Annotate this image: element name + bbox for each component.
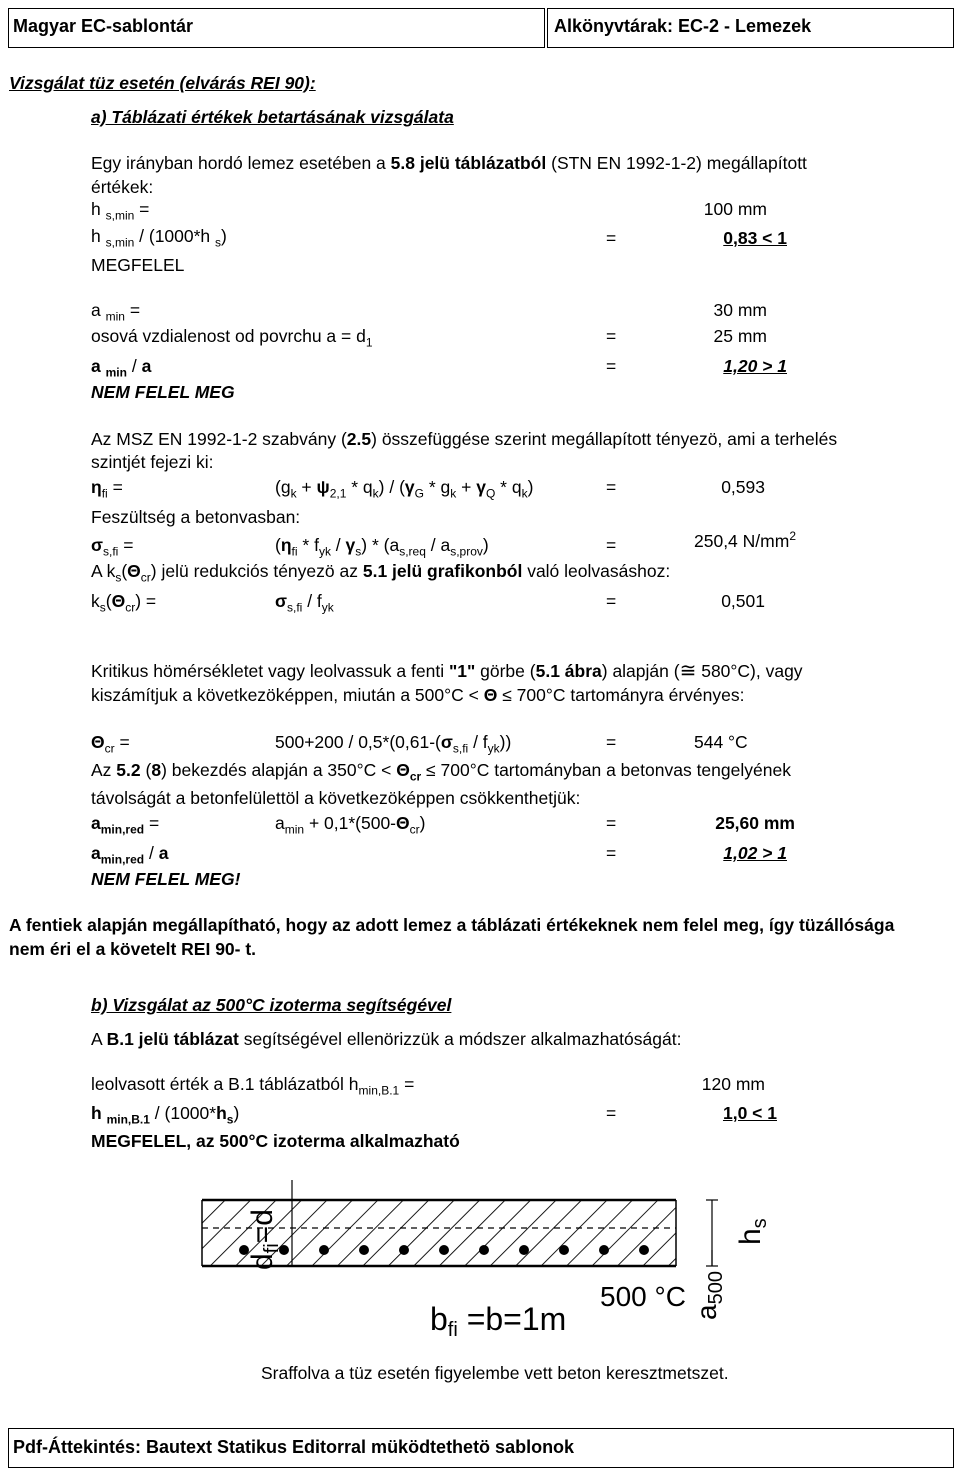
sigma-eq: = xyxy=(606,535,617,555)
megfelel-2: MEGFELEL, az 500°C izoterma alkalmazható xyxy=(91,1131,460,1151)
amin-red-ratio-value: 1,02 > 1 xyxy=(723,843,787,863)
eta-label: $\eta_{fi}$ = xyxy=(91,477,123,501)
msz-line-2: szintjét fejezi ki: xyxy=(91,452,214,472)
subsection-a-title: a) Táblázati értékek betartásának vizsgálata xyxy=(91,107,454,127)
osova-label: osová vzdialenost od povrchu $a = d_1$ xyxy=(91,326,373,350)
slab-cross-section-figure xyxy=(0,1170,960,1380)
theta-label: $\Theta_{cr}$ = xyxy=(91,732,130,756)
ks-value: 0,501 xyxy=(721,591,765,611)
leolv-value: 120 mm xyxy=(701,1074,765,1094)
subsection-b-title: b) Vizsgálat az 500°C izoterma segítségével xyxy=(91,995,452,1015)
amin-red-label: $a_{min,red}$ = xyxy=(91,813,160,837)
msz-line-1: Az MSZ EN 1992-1-2 szabvány (2.5) összefüggése szerint megállapított tényezö, ami a terhelés xyxy=(91,429,838,449)
hs-min-value: 100 mm xyxy=(703,199,767,219)
amin-red-ratio-eq: = xyxy=(606,843,617,863)
hs-ratio-eq: = xyxy=(606,228,617,248)
sigma-formula: $(\eta_{fi} * f_{yk} / \gamma_s) * (a_{s,req} / a_{s,prov})$ xyxy=(275,535,489,559)
hmin-ratio-value: 1,0 < 1 xyxy=(722,1103,777,1123)
amin-red-eq: = xyxy=(606,813,617,833)
figure-caption: Sraffolva a tüz esetén figyelembe vett beton keresztmetszet. xyxy=(261,1363,729,1383)
hs-fig-label: $h_s$ xyxy=(734,1218,771,1245)
amin-ratio-label: a $_{min}$ / a xyxy=(91,356,152,380)
footer-text: Pdf-Áttekintés: Bautext Statikus Editorral müködtethetö sablonok xyxy=(13,1437,575,1457)
intro-line-2: értékek: xyxy=(91,177,154,197)
hs-min-label: h $_{s,min}$ = xyxy=(91,199,150,223)
feszultseg-label: Feszültség a betonvasban: xyxy=(91,507,301,527)
hmin-ratio-label: h $_{min,B.1} / (1000*h_s)$ xyxy=(91,1103,240,1127)
intro-line-1: Egy irányban hordó lemez esetében a 5.8 jelü táblázatból (STN EN 1992-1-2) megállapított xyxy=(91,153,807,173)
amin-red-formula: $a_{min} + 0,1*(500-\Theta_{cr})$ xyxy=(275,813,426,837)
hs-ratio-label: h $_{s,min}$ / (1000*h $_s$) xyxy=(91,226,227,250)
hmin-ratio-eq: = xyxy=(606,1103,617,1123)
theta-formula: $500+200 / 0,5*(0,61-(\sigma_{s,fi} / f_{yk}))$ xyxy=(275,732,512,756)
megfelel-1: MEGFELEL xyxy=(91,255,185,275)
eta-formula: $(g_k + \psi_{2,1} * q_k) / (\gamma_G * g_k + \gamma_Q * q_k)$ xyxy=(275,477,534,501)
leolv-label: leolvasott érték a B.1 táblázatból $h_{min,B.1}$ = xyxy=(91,1074,415,1098)
osova-value: 25 mm xyxy=(713,326,767,346)
hs-ratio-value: 0,83 < 1 xyxy=(723,228,787,248)
amin-ratio-value: 1,20 > 1 xyxy=(723,356,787,376)
b1-line: A B.1 jelü táblázat segítségével ellenörizzük a módszer alkalmazhatóságát: xyxy=(91,1029,682,1049)
header-left-box xyxy=(8,8,545,48)
dfi-label: $d_{fi}=d$ xyxy=(246,1209,283,1270)
approx-equal-icon: ≅ xyxy=(679,660,697,682)
amin-red-ratio-label: $a_{min,red}$ / a xyxy=(91,843,169,867)
a500-label: $a_{500}$ xyxy=(691,1271,727,1320)
sigma-label: $\sigma_{s,fi}$ = xyxy=(91,535,134,559)
theta-eq: = xyxy=(606,732,617,752)
sigma-value: 250,4 $N/mm^2$ xyxy=(694,529,796,551)
header-left-title: Magyar EC-sablontár xyxy=(13,16,194,36)
footer-box xyxy=(8,1428,954,1468)
eta-eq: = xyxy=(606,477,617,497)
amin-ratio-eq: = xyxy=(606,356,617,376)
theta-value: 544 °C xyxy=(694,732,748,752)
nem-felel-meg-1: NEM FELEL MEG xyxy=(91,382,235,402)
ks-formula: $\sigma_{s,fi} / f_{yk}$ xyxy=(275,591,334,615)
ks-eq: = xyxy=(606,591,617,611)
nem-felel-meg-2: NEM FELEL MEG! xyxy=(91,869,241,889)
krit-line-1: Kritikus hömérsékletet vagy leolvassuk a fenti "1" görbe (5.1 ábra) alapján (≅ 580°C), vagy xyxy=(91,660,803,682)
temp-label: 500 °C xyxy=(600,1281,686,1312)
eta-value: 0,593 xyxy=(721,477,765,497)
amin-value: 30 mm xyxy=(713,300,767,320)
ks-line: A $k_s(\Theta_{cr})$ jelü redukciós tényezö az 5.1 jelü grafikonból való leolvasáshoz: xyxy=(91,561,671,585)
osova-eq: = xyxy=(606,326,617,346)
header-right-title: Alkönyvtárak: EC-2 - Lemezek xyxy=(554,16,812,36)
conclusion: A fentiek alapján megállapítható, hogy az adott lemez a táblázati értékeknek nem felel meg, így tüzállósága nem éri el a követelt REI 90- t. xyxy=(9,915,895,959)
az-line-2: távolságát a betonfelülettöl a következöképpen csökkenthetjük: xyxy=(91,788,581,808)
bfi-label: bfi =b=1m xyxy=(430,1301,567,1341)
section-title: Vizsgálat tüz esetén (elvárás REI 90): xyxy=(9,73,316,93)
ks-label: $k_s(\Theta_{cr})$ = xyxy=(91,591,157,615)
krit-line-2: kiszámítjuk a következöképpen, miután a 500°C < Θ ≤ 700°C tartományra érvényes: xyxy=(91,685,745,705)
header-right-box xyxy=(547,8,954,48)
amin-label: a $_{min}$ = xyxy=(91,300,141,324)
amin-red-value: 25,60 mm xyxy=(715,813,795,833)
az-line-1: Az 5.2 (8) bekezdés alapján a $350^\circ C < \Theta_{cr} \le 700^\circ C$ tartományban a betonvas tengelyének xyxy=(91,760,791,784)
